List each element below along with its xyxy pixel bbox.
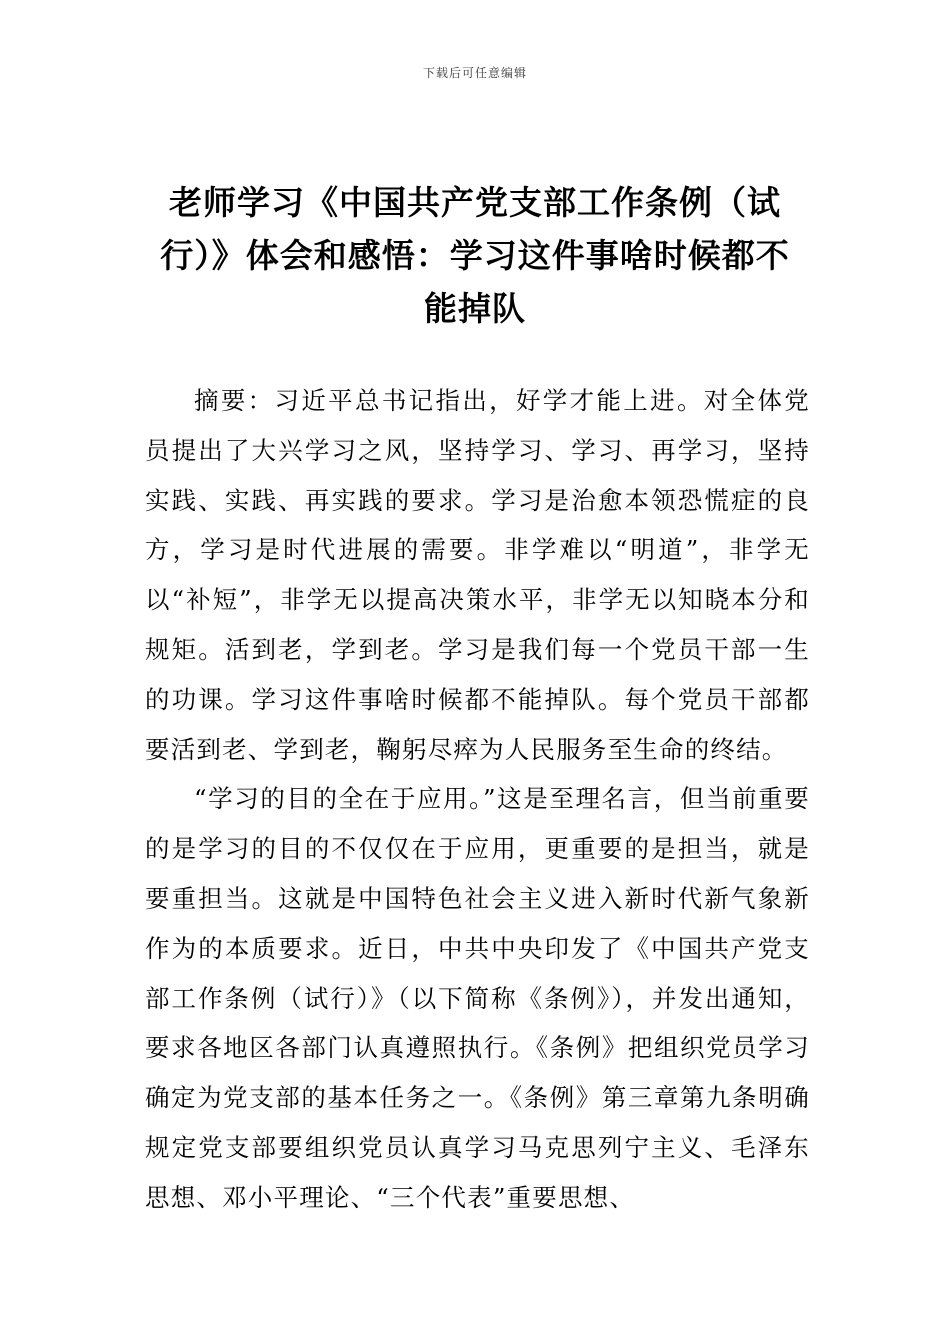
document-title: 老师学习《中国共产党支部工作条例（试行）》体会和感悟：学习这件事啥时候都不能掉队 [160,183,790,328]
paragraph-abstract: 摘要：习近平总书记指出，好学才能上进。对全体党员提出了大兴学习之风，坚持学习、学习、再学习，坚持实践、实践、再实践的要求。学习是治愈本领恐慌症的良方，学习是时代进展的需要。非学难以“明道”，非学无以“补短”，非学无以提高决策水平，非学无以知晓本分和规矩。活到老，学到老。学习是我们每一个党员干部一生的功课。学习这件事啥时候都不能掉队。每个党员干部都要活到老、学到老，鞠躬尽瘁为人民服务至生命的终结。 [145,386,810,764]
document-body [145,376,810,1223]
paragraph-body: “学习的目的全在于应用。”这是至理名言，但当前重要的是学习的目的不仅仅在于应用，更重要的是担当，就是要重担当。这就是中国特色社会主义进入新时代新气象新作为的本质要求。近日，中共中央印发了《中国共产党支部工作条例（试行）》（以下简称《条例》），并发出通知，要求各地区各部门认真遵照执行。《条例》把组织党员学习确定为党支部的基本任务之一。《条例》第三章第九条明确规定党支部要组织党员认真学习马克思列宁主义、毛泽东思想、邓小平理论、“三个代表”重要思想、 [145,784,810,1212]
header-note: 下载后可任意编辑 [422,66,527,80]
